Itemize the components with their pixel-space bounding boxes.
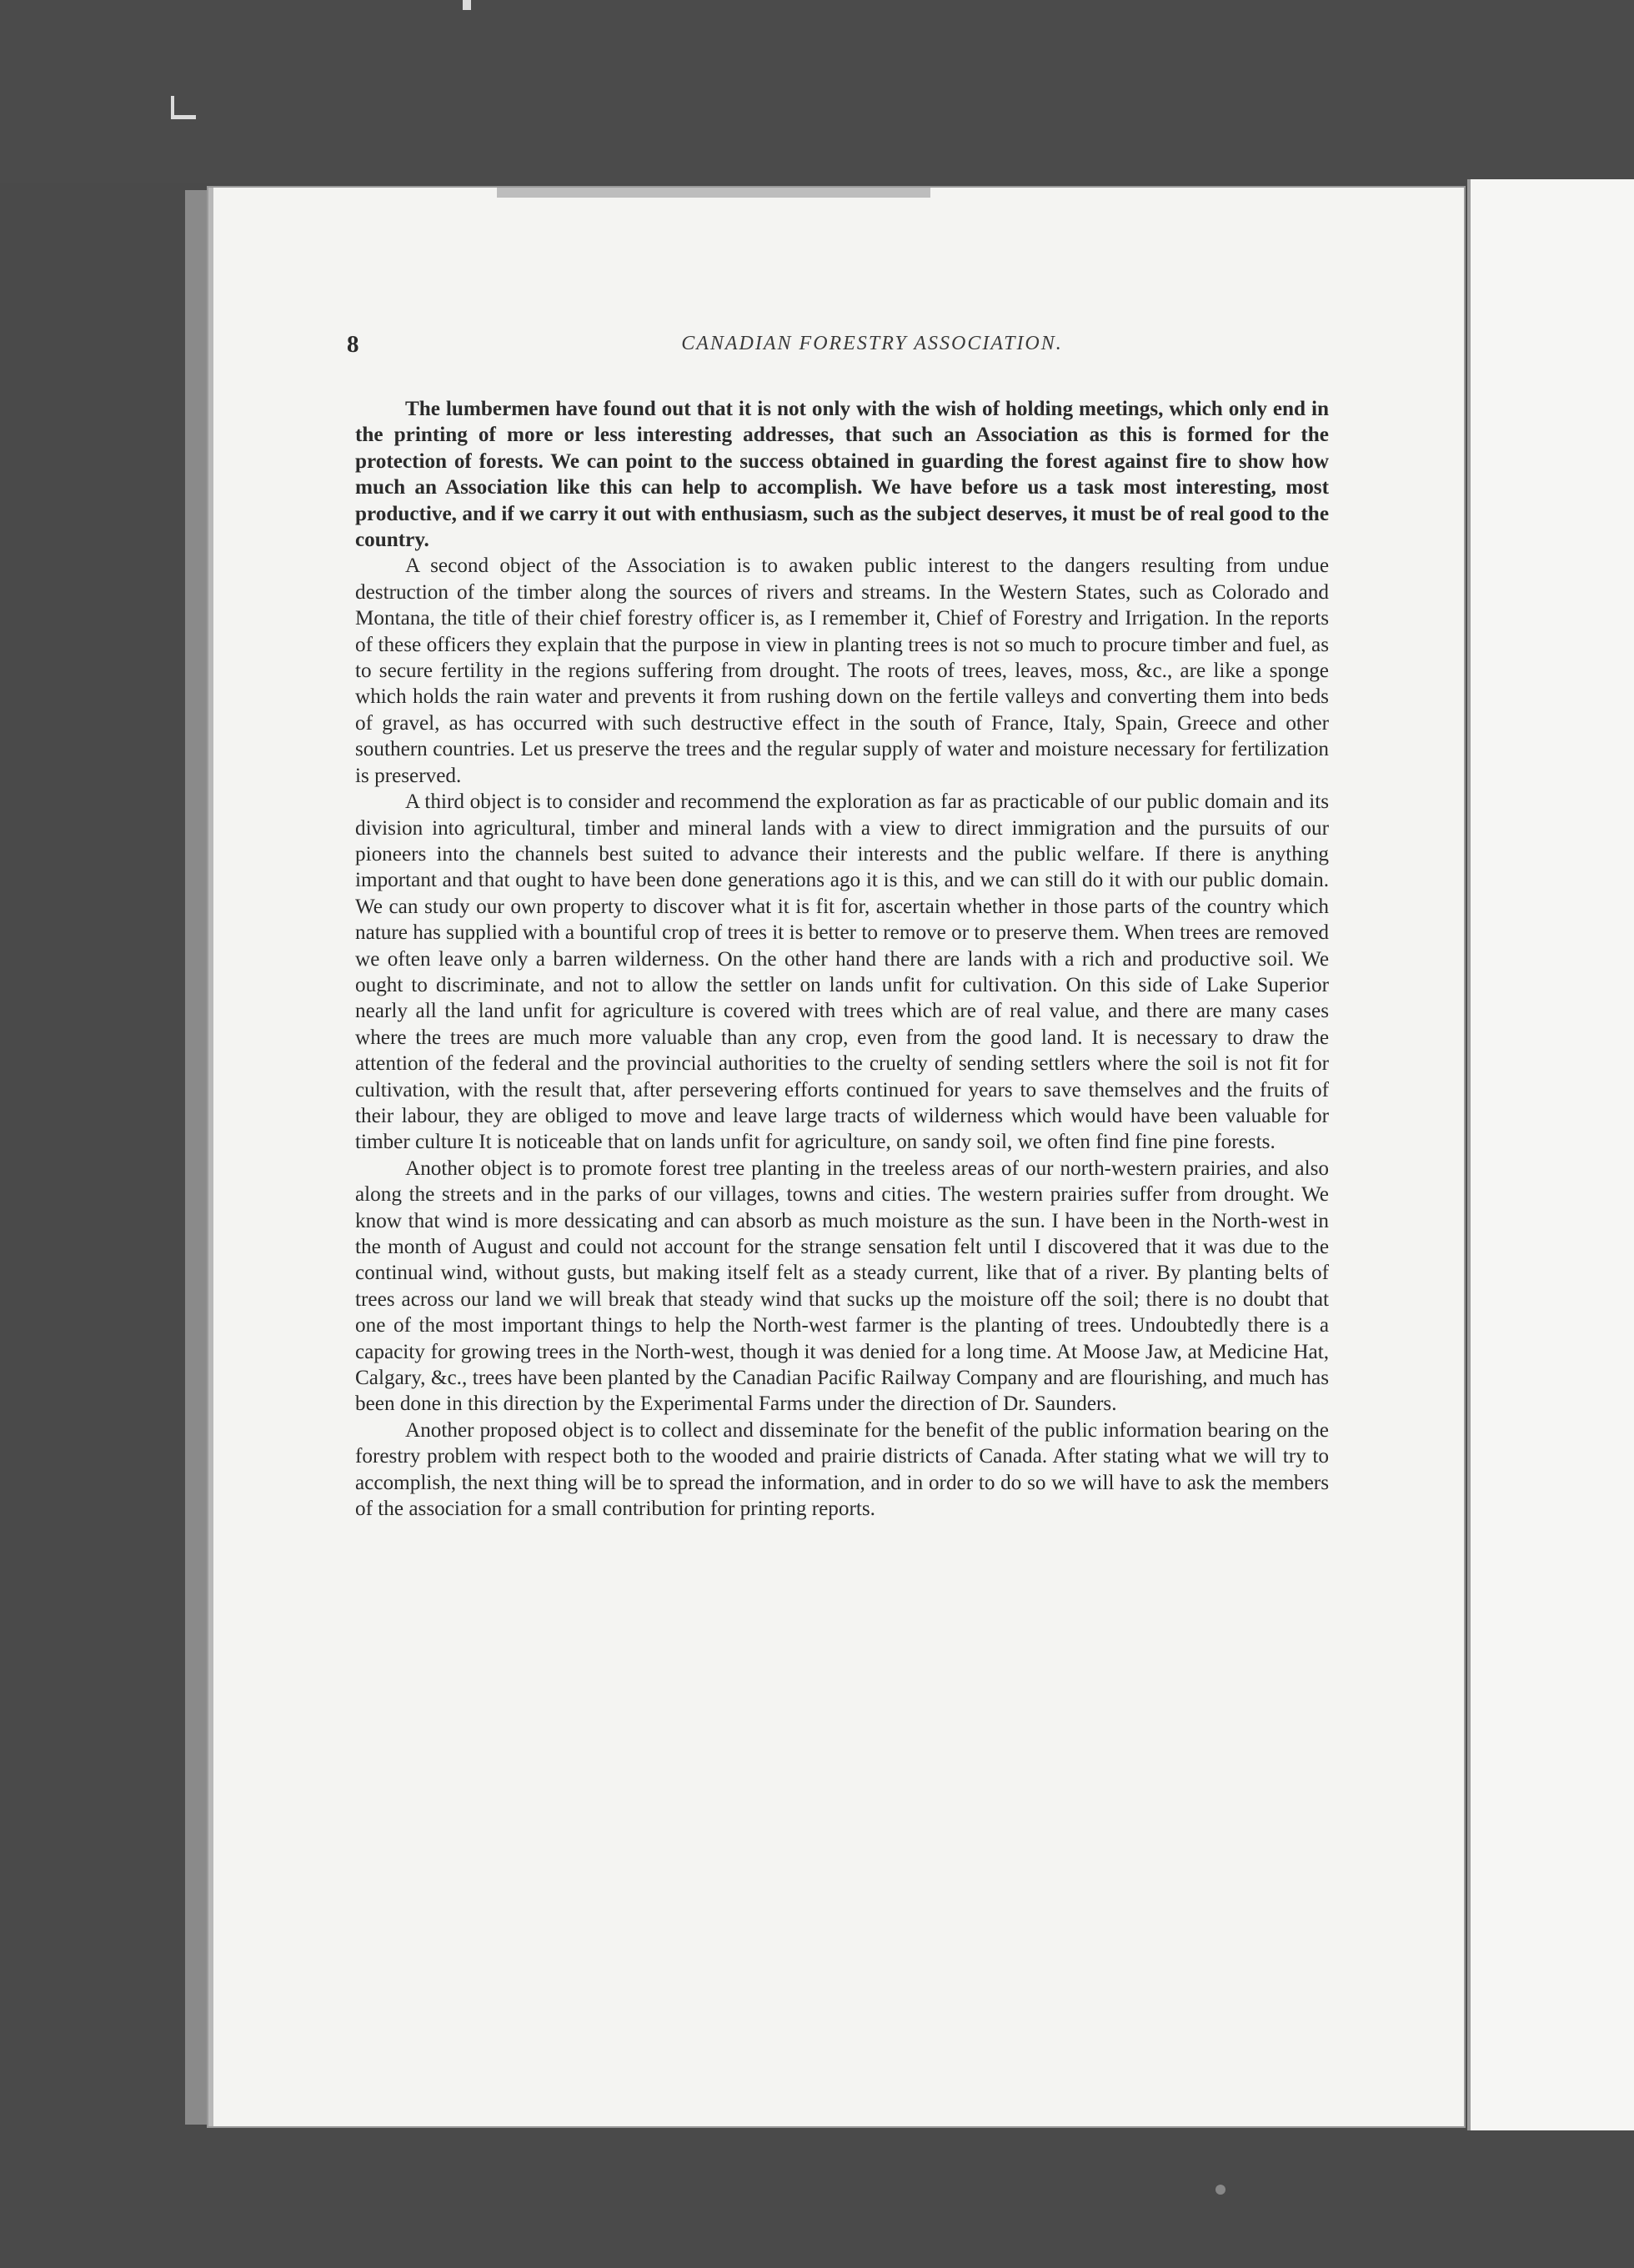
scan-mark: [171, 115, 196, 119]
book-page: [208, 188, 1464, 2126]
paragraph: Another proposed object is to collect and disseminate for the benefit of the public information bearing on the forestry problem with respect both to the wooded and prairie districts of Canada. After stating what we will try to accomplish, the next thing will be to spread the information, and in order to do so we will have to ask the members of the association for a small contribution for printing reports.: [355, 1418, 1329, 1521]
body-text: [355, 396, 1329, 1522]
running-head: CANADIAN FORESTRY ASSOCIATION.: [681, 333, 1063, 354]
paragraph: A second object of the Association is to awaken public interest to the dangers resulting from undue destruction of the timber along the sources of rivers and streams. In the Western States, such as Colorado and Montana, the title of their chief forestry officer is, as I remember it, Chief of Forestry and Irrigation. In the reports of these officers they explain that the purpose in view in planting trees is not so much to procure timber and fuel, as to secure fertility in the regions suffering from drought. The roots of trees, leaves, moss, &c., are like a sponge which holds the rain water and prevents it from rushing down on the fertile valleys and converting them into beds of gravel, as has occurred with such destructive effect in the south of France, Italy, Spain, Greece and other southern countries. Let us preserve the trees and the regular supply of water and moisture necessary for fertilization is preserved.: [355, 554, 1329, 787]
page-number: 8: [347, 331, 359, 358]
scan-speck: [1215, 2185, 1226, 2195]
scan-mark: [463, 0, 471, 10]
page-header: [347, 331, 1364, 364]
paragraph: The lumbermen have found out that it is not only with the wish of holding meetings, which only end in the printing of more or less interesting addresses, that such an Association as this is formed for the protection of forests. We can point to the success obtained in guarding the forest against fire to show how much an Association like this can help to accomplish. We have before us a task most interesting, most productive, and if we carry it out with enthusiasm, such as the subject deserves, it must be of real good to the country.: [355, 398, 1329, 552]
paragraph: Another object is to promote forest tree planting in the treeless areas of our north-western prairies, and also along the streets and in the parks of our villages, towns and cities. The western prairies suffer from drought. We know that wind is more dessicating and can absorb as much moisture as the sun. I have been in the North-west in the month of August and could not account for the strange sensation felt until I discovered that it was due to the continual wind, without gusts, but making itself felt as a steady current, like that of a river. By planting belts of trees across our land we will break that steady wind that sucks up the moisture off the soil; there is no doubt that one of the most important things to help the North-west farmer is the planting of trees. Undoubtedly there is a capacity for growing trees in the North-west, though it was denied for a long time. At Moose Jaw, at Medicine Hat, Calgary, &c., trees have been planted by the Canadian Pacific Railway Company and are flourishing, and much has been done in this direction by the Experimental Farms under the direction of Dr. Saunders.: [355, 1157, 1329, 1416]
facing-page: [1467, 179, 1634, 2130]
paragraph: A third object is to consider and recommend the exploration as far as practicable of our public domain and its division into agricultural, timber and mineral lands with a view to direct immigration and the pursuits of our pioneers into the channels best suited to advance their interests and the public welfare. If there is anything important and that ought to have been done generations ago it is this, and we can still do it with our public domain. We can study our own property to discover what it is fit for, ascertain whether in those parts of the country which nature has supplied with a bountiful crop of trees it is better to remove or to preserve them. When trees are removed we often leave only a barren wilderness. On the other hand there are lands with a rich and productive soil. We ought to discriminate, and not to allow the settler on lands unfit for cultivation. On this side of Lake Superior nearly all the land unfit for agriculture is covered with trees which are of real value, and there are many cases where the trees are much more valuable than any crop, even from the good land. It is necessary to draw the attention of the federal and the provincial authorities to the cruelty of sending settlers where the soil is not fit for cultivation, with the result that, after persevering efforts continued for years to save themselves and the fruits of their labour, they are obliged to move and leave large tracts of wilderness which would have been valuable for timber culture It is noticeable that on lands unfit for agriculture, on sandy soil, we often find fine pine forests.: [355, 790, 1329, 1154]
scanner-background: [0, 0, 1634, 183]
page-top-edge: [497, 188, 930, 198]
